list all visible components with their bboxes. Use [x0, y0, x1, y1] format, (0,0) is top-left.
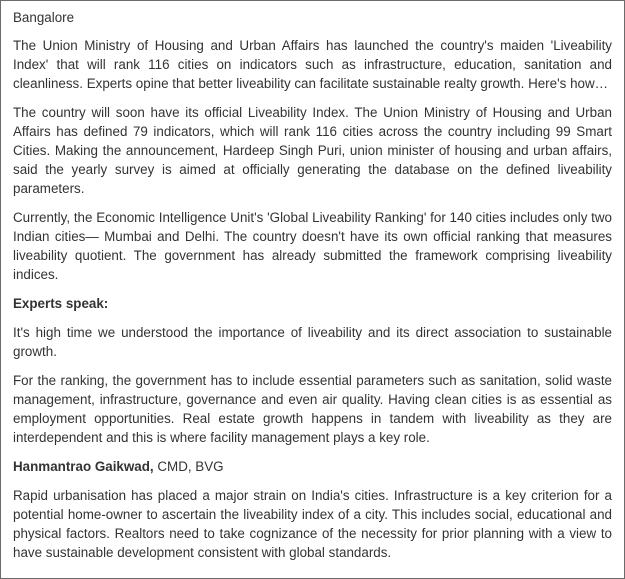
article-paragraph-1: The Union Ministry of Housing and Urban Affairs has launched the country's maiden 'Liveability Index' that will rank 116 cities on indicators such as infrastructure, education, sanitation and cleanliness. Experts opine that better liveability can facilitate sustainable realty growth. Here's how…	[13, 38, 612, 91]
article-location: Bangalore	[13, 10, 75, 25]
expert-paragraph-2: For the ranking, the government has to include essential parameters such as sanitation, solid waste management, infrastructure, governance and even air quality. Having clean cities is as essential as employment opportunities. Real estate growth happens in tandem with liveability as they are interdependent and this is where facility management plays a key role.	[13, 373, 612, 445]
article-paragraph-3: Currently, the Economic Intelligence Unit's 'Global Liveability Ranking' for 140 cities includes only two Indian cities— Mumbai and Delhi. The country doesn't have its own official ranking that measures liveability quotient. The government has already submitted the framework comprising liveability indices.	[13, 210, 612, 282]
expert-name: Hanmantrao Gaikwad,	[13, 459, 154, 474]
experts-heading: Experts speak:	[13, 296, 109, 311]
expert-role: CMD, BVG	[153, 459, 224, 474]
expert-paragraph-1: It's high time we understood the importance of liveability and its direct association to sustainable growth.	[13, 325, 612, 359]
article-paragraph-2: The country will soon have its official Liveability Index. The Union Ministry of Housing and Urban Affairs has defined 79 indicators, which will rank 116 cities across the country including 99 Smart Cities. Making the announcement, Hardeep Singh Puri, union minister of housing and urban affairs, said the yearly survey is aimed at officially generating the database on the defined liveability parameters.	[13, 105, 612, 196]
expert-byline	[13, 457, 612, 476]
closing-paragraph: Rapid urbanisation has placed a major strain on India's cities. Infrastructure is a key criterion for a potential home-owner to ascertain the liveability index of a city. This includes social, educational and physical factors. Realtors need to take cognizance of the necessity for prior planning with a view to have sustainable development consistent with global standards.	[13, 488, 612, 560]
